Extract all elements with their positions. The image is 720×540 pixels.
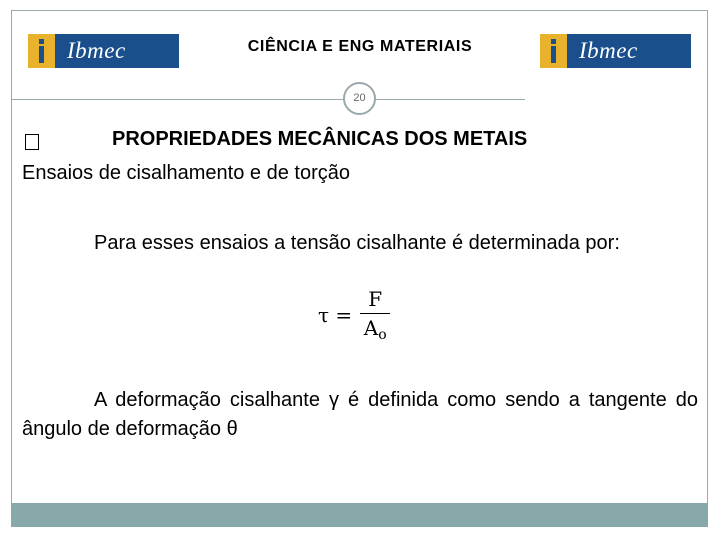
formula-denominator-subscript: o xyxy=(378,327,387,343)
footer-bar xyxy=(11,503,708,527)
shear-stress-formula xyxy=(318,285,390,345)
slide-subtitle: Ensaios de cisalhamento e de torção xyxy=(22,162,350,184)
logo-right-text: Ibmec xyxy=(579,38,638,63)
page-number: 20 xyxy=(343,82,376,115)
paragraph-1-text: Para esses ensaios a tensão cisalhante é determinada por: xyxy=(94,232,620,254)
logo-left-text: Ibmec xyxy=(67,38,126,63)
ibmec-i-logo-icon xyxy=(28,34,55,68)
header-divider xyxy=(11,99,525,100)
slide-title: PROPRIEDADES MECÂNICAS DOS METAIS xyxy=(112,128,528,150)
paragraph-shear-strain xyxy=(22,386,698,444)
square-bullet-icon xyxy=(25,134,39,150)
formula-lhs: τ = xyxy=(318,303,353,327)
ibmec-i-logo-icon xyxy=(540,34,567,68)
paragraph-2-text: A deformação cisalhante γ é definida como sendo a tangente do ângulo de deformação θ xyxy=(22,389,698,440)
ibmec-logo-right xyxy=(540,34,691,68)
formula-numerator: F xyxy=(368,287,383,311)
formula-denominator xyxy=(364,314,387,343)
course-title: CIÊNCIA E ENG MATERIAIS xyxy=(247,38,473,55)
formula-fraction xyxy=(360,287,390,343)
formula-denominator-base: A xyxy=(363,316,379,340)
ibmec-logo-left xyxy=(28,34,179,68)
paragraph-shear-stress xyxy=(22,229,698,258)
